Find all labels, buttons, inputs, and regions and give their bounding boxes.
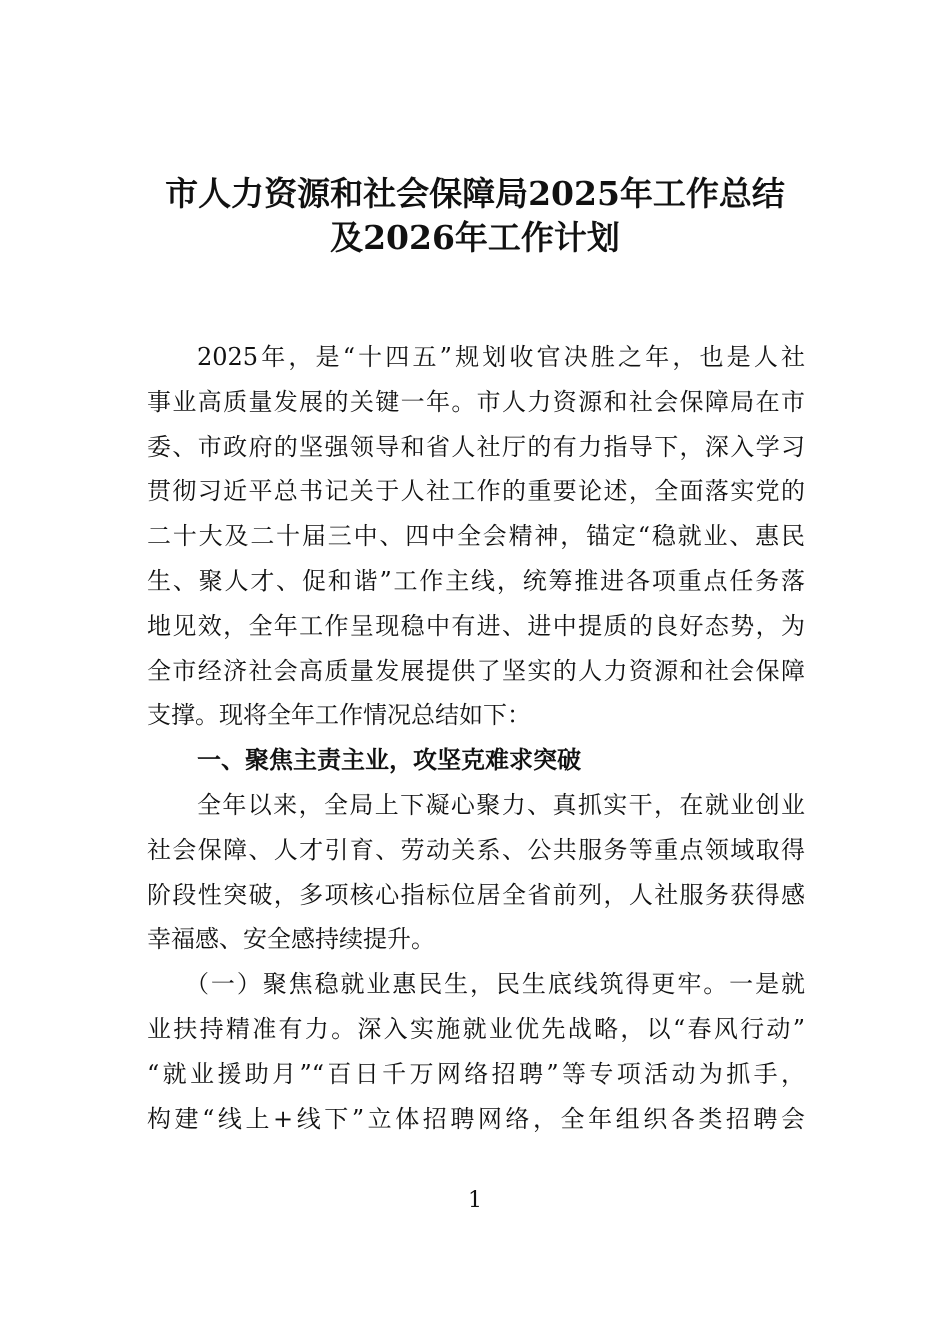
text-line: 二十大及二十届三中、四中全会精神，锚定“稳就业、惠民 bbox=[147, 522, 805, 551]
text-line: “就业援助月”“百日千万网络招聘”等专项活动为抓手， bbox=[147, 1059, 805, 1088]
text-line: 贯彻习近平总书记关于人社工作的重要论述，全面落实党的 bbox=[147, 477, 805, 506]
text-line: 全年以来，全局上下凝心聚力、真抓实干，在就业创业 bbox=[197, 790, 805, 819]
text-line: 构建“线上+线下”立体招聘网络，全年组织各类招聘会 bbox=[147, 1104, 805, 1133]
text-line: 全市经济社会高质量发展提供了坚实的人力资源和社会保障 bbox=[147, 656, 805, 685]
document-title-line-1: 市人力资源和社会保障局2025年工作总结 bbox=[165, 174, 785, 213]
text-line: 事业高质量发展的关键一年。市人力资源和社会保障局在市 bbox=[147, 387, 805, 416]
text-line: 社会保障、人才引育、劳动关系、公共服务等重点领域取得 bbox=[147, 835, 805, 864]
text-line: 支撑。现将全年工作情况总结如下： bbox=[147, 701, 531, 730]
section-paragraph bbox=[147, 783, 805, 962]
text-line: （一）聚焦稳就业惠民生，民生底线筑得更牢。一是就 bbox=[185, 970, 805, 999]
text-line: 幸福感、安全感持续提升。 bbox=[147, 925, 435, 954]
page-number: 1 bbox=[468, 1188, 482, 1213]
text-line: 业扶持精准有力。深入实施就业优先战略，以“春风行动” bbox=[147, 1014, 805, 1043]
text-line: 阶段性突破，多项核心指标位居全省前列，人社服务获得感 bbox=[147, 880, 805, 909]
text-line: 2025年，是“十四五”规划收官决胜之年，也是人社 bbox=[197, 343, 805, 371]
subsection-paragraph bbox=[147, 962, 805, 1141]
document-title-line-2: 及2026年工作计划 bbox=[330, 218, 620, 257]
text-line: 地见效，全年工作呈现稳中有进、进中提质的良好态势，为 bbox=[147, 611, 805, 640]
section-heading: 一、聚焦主责主业，攻坚克难求突破 bbox=[197, 745, 581, 775]
text-line: 生、聚人才、促和谐”工作主线，统筹推进各项重点任务落 bbox=[147, 566, 805, 595]
text-line: 委、市政府的坚强领导和省人社厅的有力指导下，深入学习 bbox=[147, 432, 805, 461]
document-body bbox=[147, 335, 805, 1141]
intro-paragraph bbox=[147, 335, 805, 738]
